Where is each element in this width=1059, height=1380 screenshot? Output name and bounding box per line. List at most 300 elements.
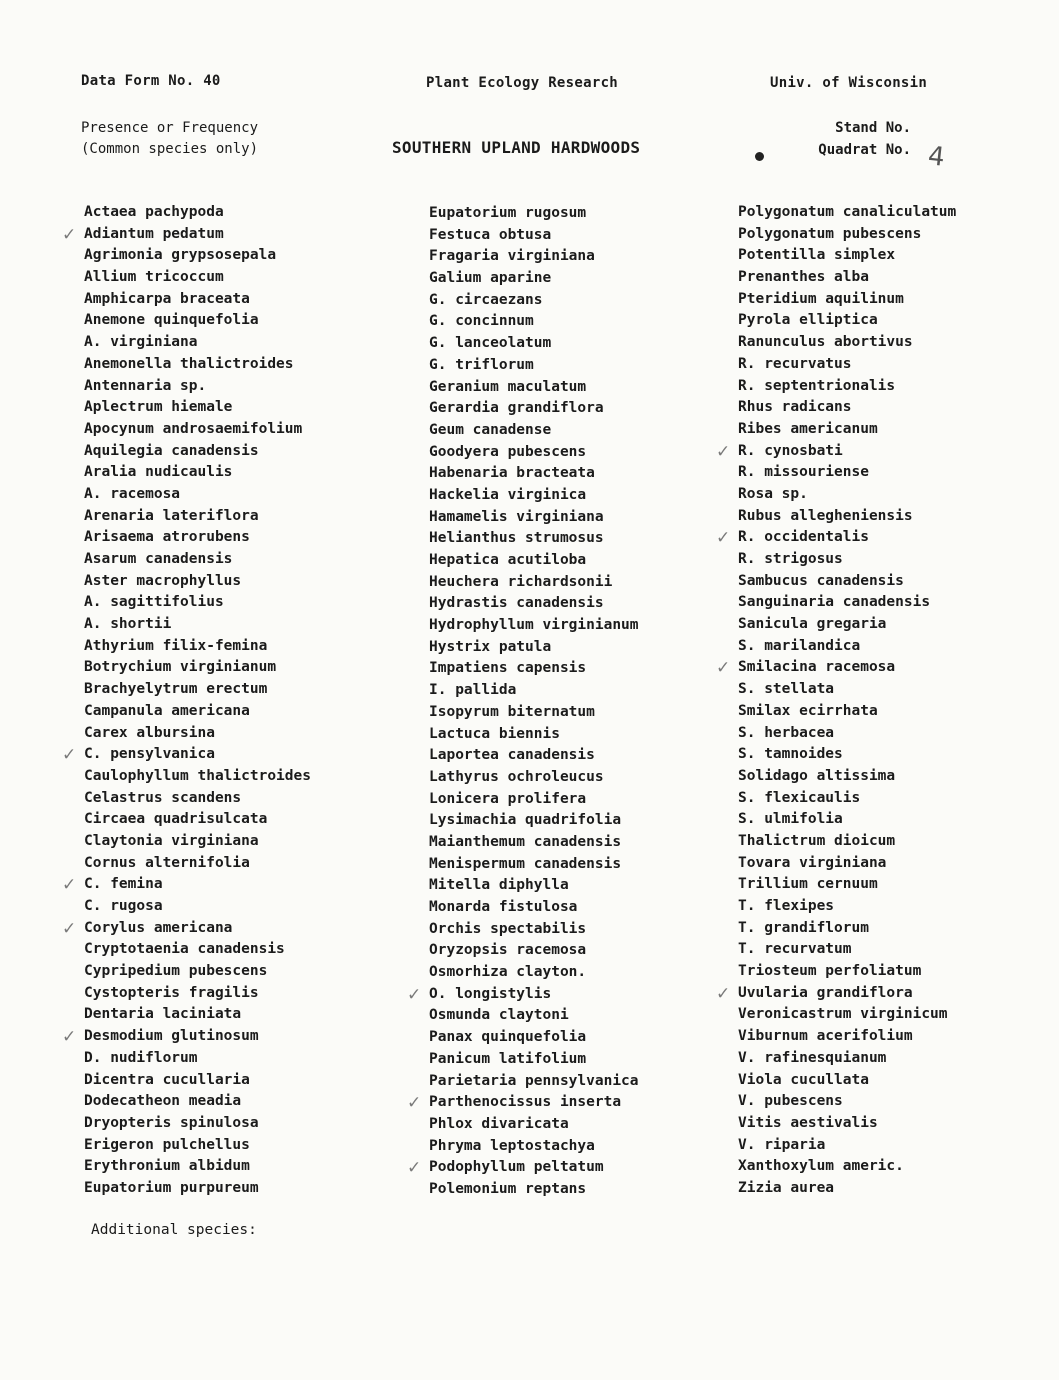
species-name: Dryopteris spinulosa: [84, 1114, 259, 1131]
species-name: A. racemosa: [84, 485, 181, 502]
species-item[interactable]: [429, 203, 639, 225]
species-name: Desmodium glutinosum: [84, 1028, 259, 1045]
species-name: Sambucus canadensis: [738, 572, 904, 589]
species-column-3: [716, 202, 957, 1200]
species-name: Menispermum canadensis: [429, 855, 622, 872]
species-name: Monarda fistulosa: [429, 899, 578, 915]
species-name: Sanicula gregaria: [738, 616, 887, 633]
species-column-1: [62, 202, 311, 1200]
species-name: Heuchera richardsonii: [429, 573, 613, 590]
species-item[interactable]: [62, 1026, 311, 1048]
species-name: Campanula americana: [84, 702, 250, 719]
species-name: Hamamelis virginiana: [429, 508, 604, 525]
species-item[interactable]: [738, 809, 956, 831]
species-name: Hydrastis canadensis: [429, 595, 604, 612]
species-item[interactable]: [84, 549, 311, 571]
species-item[interactable]: [738, 245, 956, 267]
species-name: Eupatorium rugosum: [429, 205, 587, 221]
species-item[interactable]: [407, 1092, 639, 1114]
species-item[interactable]: [429, 290, 639, 312]
species-name: Impatiens capensis: [429, 660, 587, 677]
species-item[interactable]: [738, 1113, 956, 1135]
species-item[interactable]: [738, 397, 956, 419]
species-item[interactable]: [738, 918, 956, 940]
species-name: Rosa sp.: [738, 485, 808, 502]
species-item[interactable]: [84, 983, 311, 1005]
species-name: Solidago altissima: [738, 767, 896, 784]
species-item[interactable]: [429, 962, 639, 984]
species-name: Vitis aestivalis: [738, 1114, 878, 1131]
species-item[interactable]: [84, 961, 311, 983]
species-item[interactable]: [738, 939, 956, 961]
species-item[interactable]: [429, 832, 639, 854]
species-name: Geranium maculatum: [429, 378, 587, 395]
species-column-2: [407, 203, 639, 1201]
species-name: Amphicarpa braceata: [84, 290, 250, 307]
species-name: Cryptotaenia canadensis: [84, 941, 285, 958]
species-item[interactable]: [716, 657, 956, 679]
stand-number-label: Stand No.: [835, 120, 911, 136]
species-item[interactable]: [738, 766, 956, 788]
species-item[interactable]: [84, 853, 311, 875]
species-item[interactable]: [738, 549, 956, 571]
species-name: Parthenocissus inserta: [429, 1094, 622, 1111]
species-item[interactable]: [429, 810, 639, 832]
species-item[interactable]: [429, 225, 639, 247]
species-item[interactable]: [62, 224, 311, 246]
department-label: Plant Ecology Research: [426, 75, 619, 91]
species-item[interactable]: [429, 1136, 639, 1158]
species-name: A. virginiana: [84, 334, 198, 351]
species-item[interactable]: [84, 1113, 311, 1135]
species-item[interactable]: [738, 679, 956, 701]
species-name: Helianthus strumosus: [429, 530, 604, 547]
species-name: Phlox divaricata: [429, 1115, 569, 1132]
species-item[interactable]: [429, 377, 639, 399]
species-item[interactable]: [738, 1070, 956, 1092]
species-item[interactable]: [407, 984, 639, 1006]
check-mark-icon: ✓: [62, 918, 77, 939]
species-name: Polygonatum pubescens: [738, 225, 922, 242]
species-item[interactable]: [84, 376, 311, 398]
species-item[interactable]: [429, 658, 639, 680]
species-name: O. longistylis: [429, 985, 552, 1002]
species-name: Adiantum pedatum: [84, 225, 224, 242]
species-name: Mitella diphylla: [429, 877, 569, 894]
species-item[interactable]: [62, 918, 311, 940]
species-item[interactable]: [429, 398, 639, 420]
species-item[interactable]: [84, 831, 311, 853]
species-name: I. pallida: [429, 682, 517, 699]
species-item[interactable]: [738, 571, 956, 593]
stand-quadrat-labels: [815, 117, 911, 161]
species-item[interactable]: [84, 267, 311, 289]
quadrat-number-value[interactable]: 4: [926, 141, 947, 173]
species-item[interactable]: [84, 1091, 311, 1113]
species-name: Lonicera prolifera: [429, 790, 587, 807]
species-name: Polemonium reptans: [429, 1180, 587, 1197]
species-item[interactable]: [738, 462, 956, 484]
species-name: Lathyrus ochroleucus: [429, 768, 604, 785]
check-mark-icon: ✓: [407, 1093, 422, 1114]
species-item[interactable]: [738, 1178, 956, 1200]
species-item[interactable]: [429, 311, 639, 333]
species-name: Dentaria laciniata: [84, 1006, 242, 1023]
species-name: Arenaria lateriflora: [84, 507, 259, 524]
species-name: Zizia aurea: [738, 1179, 835, 1196]
species-item[interactable]: [429, 593, 639, 615]
species-name: Eupatorium purpureum: [84, 1179, 259, 1196]
species-item[interactable]: [84, 571, 311, 593]
species-name: Uvularia grandiflora: [738, 984, 913, 1001]
species-name: R. septentrionalis: [738, 377, 896, 394]
species-name: Circaea quadrisulcata: [84, 811, 268, 828]
check-mark-icon: ✓: [62, 224, 77, 245]
species-name: Prenanthes alba: [738, 269, 869, 286]
species-name: Ribes americanum: [738, 420, 878, 437]
species-name: Smilacina racemosa: [738, 659, 896, 676]
species-item[interactable]: [738, 636, 956, 658]
species-item[interactable]: [429, 1027, 639, 1049]
species-item[interactable]: [429, 919, 639, 941]
species-name: Pteridium aquilinum: [738, 290, 904, 307]
species-item[interactable]: [738, 1004, 956, 1026]
species-name: V. pubescens: [738, 1093, 843, 1110]
species-item[interactable]: [429, 680, 639, 702]
species-item[interactable]: [738, 874, 956, 896]
species-name: Gerardia grandiflora: [429, 400, 604, 417]
species-name: Hackelia virginica: [429, 486, 587, 503]
species-name: Anemonella thalictroides: [84, 355, 294, 372]
species-item[interactable]: [84, 701, 311, 723]
species-name: Brachyelytrum erectum: [84, 681, 268, 698]
species-item[interactable]: [429, 702, 639, 724]
species-item[interactable]: [738, 1048, 956, 1070]
species-name: Triosteum perfoliatum: [738, 963, 922, 980]
species-name: Maianthemum canadensis: [429, 833, 622, 850]
species-item[interactable]: [738, 744, 956, 766]
species-item[interactable]: [429, 485, 639, 507]
species-name: Xanthoxylum americ.: [738, 1158, 904, 1175]
species-name: Parietaria pennsylvanica: [429, 1072, 639, 1089]
species-item[interactable]: [738, 376, 956, 398]
species-item[interactable]: [429, 724, 639, 746]
species-name: Galium aparine: [429, 270, 552, 287]
species-item[interactable]: [429, 745, 639, 767]
species-item[interactable]: [738, 723, 956, 745]
species-item[interactable]: [429, 528, 639, 550]
species-name: Aplectrum hiemale: [84, 399, 233, 416]
species-name: Actaea pachypoda: [84, 204, 224, 220]
species-item[interactable]: [84, 614, 311, 636]
species-name: R. recurvatus: [738, 355, 852, 372]
species-item[interactable]: [84, 245, 311, 267]
species-name: Aralia nudicaulis: [84, 464, 233, 481]
species-name: Laportea canadensis: [429, 747, 595, 764]
species-item[interactable]: [84, 289, 311, 311]
species-item[interactable]: [738, 1026, 956, 1048]
species-name: Cornus alternifolia: [84, 854, 250, 871]
species-name: C. rugosa: [84, 898, 163, 914]
ink-dot: [755, 152, 764, 161]
species-item[interactable]: [84, 939, 311, 961]
species-name: Caulophyllum thalictroides: [84, 767, 311, 784]
species-name: Hepatica acutiloba: [429, 552, 587, 568]
species-name: Veronicastrum virginicum: [738, 1006, 948, 1023]
species-name: S. stellata: [738, 681, 835, 698]
species-item[interactable]: [429, 767, 639, 789]
species-name: Hydrophyllum virginianum: [429, 617, 639, 634]
species-name: Agrimonia grypsosepala: [84, 247, 277, 264]
species-item[interactable]: [84, 310, 311, 332]
species-item[interactable]: [429, 355, 639, 377]
species-item[interactable]: [84, 462, 311, 484]
species-name: Corylus americana: [84, 919, 233, 936]
species-name: Erythronium albidum: [84, 1158, 250, 1175]
species-name: A. shortii: [84, 616, 172, 633]
species-name: Dodecatheon meadia: [84, 1093, 242, 1110]
species-name: T. grandiflorum: [738, 919, 869, 936]
species-item[interactable]: [84, 484, 311, 506]
species-item[interactable]: [716, 983, 956, 1005]
species-item[interactable]: [429, 463, 639, 485]
species-name: Potentilla simplex: [738, 247, 896, 264]
species-name: Tovara virginiana: [738, 854, 887, 871]
species-item[interactable]: [84, 657, 311, 679]
species-item[interactable]: [429, 442, 639, 464]
species-item[interactable]: [429, 875, 639, 897]
species-name: Geum canadense: [429, 421, 552, 438]
check-mark-icon: ✓: [716, 983, 731, 1004]
species-item[interactable]: [62, 874, 311, 896]
species-name: Viburnum acerifolium: [738, 1028, 913, 1045]
species-item[interactable]: [429, 897, 639, 919]
species-item[interactable]: [738, 614, 956, 636]
species-item[interactable]: [429, 1049, 639, 1071]
species-name: V. riparia: [738, 1136, 826, 1153]
species-item[interactable]: [738, 1135, 956, 1157]
species-item[interactable]: [62, 744, 311, 766]
species-name: S. flexicaulis: [738, 789, 861, 806]
species-item[interactable]: [738, 701, 956, 723]
species-name: Carex albursina: [84, 724, 215, 741]
species-item[interactable]: [738, 267, 956, 289]
species-name: Podophyllum peltatum: [429, 1159, 604, 1176]
species-name: R. strigosus: [738, 551, 843, 567]
quadrat-number-label: Quadrat No.: [818, 142, 911, 158]
species-name: S. tamnoides: [738, 746, 843, 763]
species-name: Athyrium filix-femina: [84, 637, 268, 654]
species-name: Fragaria virginiana: [429, 248, 595, 265]
species-item[interactable]: [738, 332, 956, 354]
species-name: Lysimachia quadrifolia: [429, 812, 622, 829]
species-name: Allium tricoccum: [84, 269, 224, 286]
species-item[interactable]: [429, 246, 639, 268]
species-item[interactable]: [738, 1091, 956, 1113]
species-item[interactable]: [716, 441, 956, 463]
species-item[interactable]: [429, 789, 639, 811]
check-mark-icon: ✓: [716, 658, 731, 679]
species-item[interactable]: [738, 831, 956, 853]
species-name: G. concinnum: [429, 313, 534, 330]
species-item[interactable]: [738, 592, 956, 614]
species-name: V. rafinesquianum: [738, 1049, 887, 1066]
additional-species-label: Additional species:: [91, 1222, 257, 1238]
species-item[interactable]: [407, 1157, 639, 1179]
species-item[interactable]: [738, 224, 956, 246]
species-item[interactable]: [429, 268, 639, 290]
species-item[interactable]: [84, 788, 311, 810]
species-item[interactable]: [429, 637, 639, 659]
species-name: Anemone quinquefolia: [84, 312, 259, 329]
presence-line-2: (Common species only): [81, 141, 259, 157]
species-name: G. triflorum: [429, 356, 534, 373]
page-title: SOUTHERN UPLAND HARDWOODS: [392, 138, 641, 157]
species-item[interactable]: [429, 1179, 639, 1201]
species-name: Osmorhiza clayton.: [429, 964, 587, 981]
species-name: Osmunda claytoni: [429, 1007, 569, 1024]
species-name: Celastrus scandens: [84, 789, 242, 806]
species-item[interactable]: [84, 419, 311, 441]
species-name: Rubus allegheniensis: [738, 507, 913, 524]
species-name: S. ulmifolia: [738, 811, 843, 828]
species-item[interactable]: [84, 592, 311, 614]
species-item[interactable]: [738, 788, 956, 810]
species-item[interactable]: [738, 419, 956, 441]
species-item[interactable]: [738, 1156, 956, 1178]
species-name: Antennaria sp.: [84, 377, 207, 394]
species-name: S. herbacea: [738, 724, 835, 741]
species-name: Phryma leptostachya: [429, 1137, 595, 1154]
species-item[interactable]: [429, 1071, 639, 1093]
species-item[interactable]: [84, 766, 311, 788]
species-item[interactable]: [429, 615, 639, 637]
species-name: S. marilandica: [738, 637, 861, 654]
species-item[interactable]: [84, 1135, 311, 1157]
species-item[interactable]: [84, 896, 311, 918]
species-item[interactable]: [429, 1005, 639, 1027]
species-item[interactable]: [429, 420, 639, 442]
species-name: Oryzopsis racemosa: [429, 942, 587, 959]
presence-note: [81, 118, 258, 160]
species-name: G. circaezans: [429, 291, 543, 308]
species-name: Aster macrophyllus: [84, 572, 242, 589]
species-item[interactable]: [738, 506, 956, 528]
species-item[interactable]: [84, 397, 311, 419]
species-item[interactable]: [738, 289, 956, 311]
check-mark-icon: ✓: [62, 1027, 77, 1048]
species-name: Isopyrum biternatum: [429, 703, 595, 720]
species-item[interactable]: [84, 679, 311, 701]
species-item[interactable]: [84, 809, 311, 831]
species-item[interactable]: [84, 441, 311, 463]
species-item[interactable]: [738, 484, 956, 506]
check-mark-icon: ✓: [716, 441, 731, 462]
species-item[interactable]: [84, 636, 311, 658]
species-name: C. pensylvanica: [84, 746, 215, 763]
species-name: R. cynosbati: [738, 442, 843, 459]
species-name: Claytonia virginiana: [84, 832, 259, 849]
species-item[interactable]: [738, 853, 956, 875]
species-item[interactable]: [738, 310, 956, 332]
species-name: Erigeron pulchellus: [84, 1136, 250, 1153]
species-name: R. missouriense: [738, 464, 869, 481]
species-name: Asarum canadensis: [84, 551, 233, 567]
species-item[interactable]: [429, 550, 639, 572]
species-name: Polygonatum canaliculatum: [738, 204, 957, 220]
species-item[interactable]: [738, 202, 956, 224]
species-name: Sanguinaria canadensis: [738, 594, 931, 611]
university-label: Univ. of Wisconsin: [770, 75, 928, 91]
species-name: Apocynum androsaemifolium: [84, 420, 303, 437]
species-name: C. femina: [84, 876, 163, 893]
species-name: G. lanceolatum: [429, 335, 552, 352]
species-name: Panax quinquefolia: [429, 1029, 587, 1046]
species-item[interactable]: [84, 506, 311, 528]
species-name: Habenaria bracteata: [429, 465, 595, 482]
species-item[interactable]: [738, 961, 956, 983]
species-name: Cypripedium pubescens: [84, 963, 268, 980]
form-number: Data Form No. 40: [81, 73, 221, 89]
species-item[interactable]: [84, 332, 311, 354]
species-item[interactable]: [84, 1004, 311, 1026]
species-name: Pyrola elliptica: [738, 312, 878, 329]
species-item[interactable]: [84, 1048, 311, 1070]
species-item[interactable]: [738, 354, 956, 376]
species-item[interactable]: [84, 527, 311, 549]
species-name: Festuca obtusa: [429, 226, 552, 243]
species-item[interactable]: [84, 202, 311, 224]
species-item[interactable]: [429, 333, 639, 355]
species-name: Smilax ecirrhata: [738, 702, 878, 719]
species-item[interactable]: [429, 507, 639, 529]
species-name: R. occidentalis: [738, 529, 869, 546]
species-name: Viola cucullata: [738, 1071, 869, 1088]
species-name: Rhus radicans: [738, 399, 852, 416]
species-name: Aquilegia canadensis: [84, 442, 259, 459]
species-item[interactable]: [84, 1178, 311, 1200]
species-name: Orchis spectabilis: [429, 920, 587, 937]
species-item[interactable]: [84, 354, 311, 376]
species-item[interactable]: [738, 896, 956, 918]
species-name: A. sagittifolius: [84, 594, 224, 611]
presence-line-1: Presence or Frequency: [81, 120, 259, 136]
species-name: Botrychium virginianum: [84, 659, 277, 676]
species-item[interactable]: [84, 723, 311, 745]
species-name: T. flexipes: [738, 898, 835, 914]
species-item[interactable]: [716, 527, 956, 549]
species-name: Lactuca biennis: [429, 725, 560, 742]
check-mark-icon: ✓: [716, 528, 731, 549]
species-name: Trillium cernuum: [738, 876, 878, 893]
species-item[interactable]: [429, 572, 639, 594]
species-item[interactable]: [429, 854, 639, 876]
check-mark-icon: ✓: [407, 1158, 422, 1179]
species-item[interactable]: [84, 1070, 311, 1092]
check-mark-icon: ✓: [62, 875, 77, 896]
species-name: Ranunculus abortivus: [738, 334, 913, 351]
species-item[interactable]: [429, 940, 639, 962]
species-name: Panicum latifolium: [429, 1050, 587, 1067]
species-item[interactable]: [429, 1114, 639, 1136]
species-name: Arisaema atrorubens: [84, 529, 250, 546]
species-name: Dicentra cucullaria: [84, 1071, 250, 1088]
species-name: Hystrix patula: [429, 638, 552, 655]
species-name: D. nudiflorum: [84, 1049, 198, 1066]
check-mark-icon: ✓: [407, 984, 422, 1005]
species-item[interactable]: [84, 1156, 311, 1178]
check-mark-icon: ✓: [62, 745, 77, 766]
